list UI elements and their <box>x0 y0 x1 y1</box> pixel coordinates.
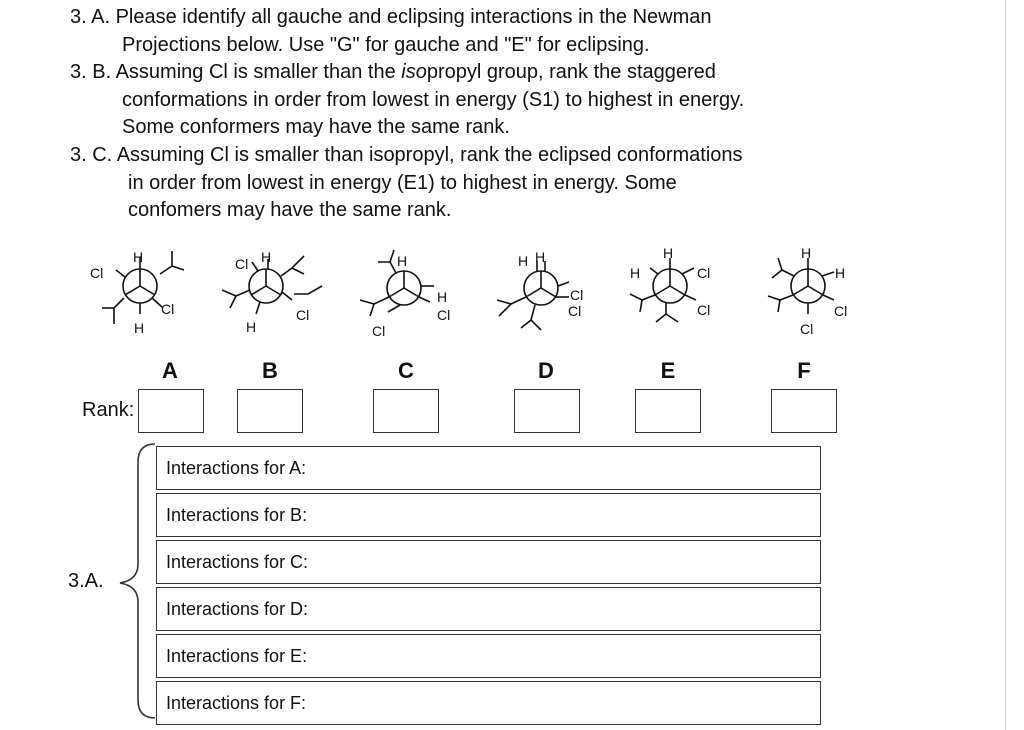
conformer-letter-d: D <box>538 358 554 383</box>
isopropyl-a-2 <box>172 266 184 270</box>
label-a-cl-left: Cl <box>90 265 104 281</box>
isopropyl-f-1 <box>772 270 794 278</box>
conformer-letter-a: A <box>162 358 178 383</box>
question-3b <box>70 59 744 142</box>
label-a-cl-right: Cl <box>161 301 175 317</box>
label-b-cl-right: Cl <box>296 307 310 323</box>
isopropyl-b-2 <box>292 268 304 274</box>
isopropyl-f-3 <box>768 295 793 300</box>
sub-f-cl-right <box>823 295 834 300</box>
label-f-cl-bottom: Cl <box>800 321 814 337</box>
isopropyl-a-3 <box>114 298 124 324</box>
label-f-cl-right: Cl <box>834 303 848 319</box>
isopropyl-d-4 <box>531 320 541 330</box>
interactions-row-c[interactable] <box>156 540 821 584</box>
interactions-row-a[interactable] <box>156 446 821 490</box>
rank-box-b[interactable] <box>237 389 303 433</box>
label-b-h-top: H <box>261 249 272 265</box>
isopropyl-e-2 <box>640 300 642 312</box>
interactions-row-d[interactable] <box>156 587 821 631</box>
page-edge-divider <box>1005 0 1006 730</box>
front-bond-f-2 <box>793 286 808 295</box>
question-3b-line-1-pre: 3. B. Assuming Cl is smaller than the <box>70 61 402 83</box>
isopropyl-e-4 <box>666 314 678 322</box>
label-e-h-left: H <box>630 265 641 281</box>
label-c-h-top: H <box>397 253 408 269</box>
front-sub-b-cl <box>282 292 292 300</box>
conformer-letter-e: E <box>660 358 676 383</box>
conformer-letter-c: C <box>398 358 414 383</box>
front-bond-e-2 <box>655 286 670 295</box>
rank-box-a[interactable] <box>138 389 204 433</box>
isopropyl-c-1 <box>378 262 396 273</box>
isopropyl-b-4 <box>230 296 236 308</box>
rank-box-e[interactable] <box>635 389 701 433</box>
sub-c-cl-bottom <box>388 305 400 312</box>
label-c-h-right: H <box>437 289 448 305</box>
interactions-label-f: Interactions for F: <box>166 693 307 713</box>
sub-e-cl-upper <box>682 268 694 274</box>
conformer-letter-b: B <box>262 358 278 383</box>
isopropyl-a-1 <box>160 251 172 274</box>
question-3b-line-2: conformations in order from lowest in energy (S1) to highest in energy. <box>122 88 745 111</box>
label-f-h-top: H <box>801 245 812 261</box>
front-bond-d-2 <box>526 288 541 297</box>
section-label-3a: 3.A. <box>68 570 104 592</box>
label-e-cl-upper: Cl <box>697 265 711 281</box>
conformer-letter-f: F <box>797 358 811 383</box>
isopropyl-f-2 <box>778 258 782 270</box>
interactions-label-b: Interactions for B: <box>166 505 308 525</box>
isopropyl-c-4 <box>370 304 374 316</box>
label-e-cl-lower: Cl <box>697 302 711 318</box>
interactions-row-f[interactable] <box>156 681 821 725</box>
newman-projection-f <box>768 258 834 314</box>
front-bond-a-3 <box>140 286 155 295</box>
label-d-h-top-1: H <box>518 253 529 269</box>
interactions-label-e: Interactions for E: <box>166 646 308 666</box>
question-3a <box>70 4 712 59</box>
back-sub-b-cl <box>252 262 258 271</box>
label-e-h-top: H <box>663 245 674 261</box>
front-bond-f-3 <box>808 286 823 295</box>
isopropyl-d-1 <box>497 297 526 304</box>
label-a-h-top: H <box>133 249 144 265</box>
label-f-h-right: H <box>835 265 846 281</box>
label-d-cl-right-2: Cl <box>568 303 582 319</box>
interactions-row-e[interactable] <box>156 634 821 678</box>
back-sub-b-h <box>256 302 260 314</box>
question-3c-line-2: in order from lowest in energy (E1) to highest in energy. Some <box>128 171 677 194</box>
isopropyl-b-5 <box>294 286 322 294</box>
label-d-cl-right-1: Cl <box>570 287 584 303</box>
rank-box-d[interactable] <box>514 389 580 433</box>
label-a-h-bottom: H <box>134 320 145 336</box>
isopropyl-c-3 <box>360 297 389 304</box>
interactions-row-b[interactable] <box>156 493 821 537</box>
rank-label: Rank: <box>82 399 135 421</box>
isopropyl-d-2 <box>499 304 511 316</box>
isopropyl-b-3 <box>222 290 250 296</box>
front-sub-a-cl <box>116 270 125 277</box>
question-3c <box>70 142 743 225</box>
sub-e-cl-lower <box>685 295 696 300</box>
front-bond-a-2 <box>125 286 140 295</box>
curly-brace <box>110 440 160 725</box>
sub-c-cl-right <box>419 297 430 302</box>
interactions-label-a: Interactions for A: <box>166 458 307 478</box>
newman-projection-d <box>497 261 569 330</box>
isopropyl-e-3 <box>656 303 666 322</box>
question-3c-line-3: confomers may have the same rank. <box>128 199 452 221</box>
question-3b-line-1 <box>70 59 744 87</box>
isopropyl-f-4 <box>778 300 780 312</box>
label-c-cl-bottom: Cl <box>372 323 386 339</box>
sub-d-cl-right-1 <box>558 282 569 286</box>
label-b-cl-top: Cl <box>235 256 249 272</box>
isopropyl-c-2 <box>390 250 394 262</box>
label-d-h-top-2: H <box>535 249 546 265</box>
sub-e-h-left <box>650 268 658 274</box>
interactions-label-c: Interactions for C: <box>166 552 309 572</box>
newman-projections <box>0 236 1000 356</box>
question-3a-line-2: Projections below. Use "G" for gauche and "E" for eclipsing. <box>122 33 650 56</box>
isopropyl-d-3 <box>521 305 535 328</box>
question-3b-line-1-post: propyl group, rank the staggered <box>426 61 716 83</box>
front-bond-d-3 <box>541 288 556 297</box>
isopropyl-e-1 <box>630 294 655 300</box>
question-3a-line-1: 3. A. Please identify all gauche and eclipsing interactions in the Newman <box>70 6 712 28</box>
rank-box-c[interactable] <box>373 389 439 433</box>
front-bond-b-3 <box>266 286 281 295</box>
label-c-cl-right: Cl <box>437 307 451 323</box>
question-3b-line-3: Some conformers may have the same rank. <box>122 116 510 138</box>
front-bond-c-2 <box>389 288 404 297</box>
rank-box-f[interactable] <box>771 389 837 433</box>
label-b-h-bottom: H <box>246 319 257 335</box>
sub-f-h-right <box>822 272 834 276</box>
question-3c-line-1: 3. C. Assuming Cl is smaller than isopropyl, rank the eclipsed conformations <box>70 144 743 166</box>
front-bond-c-3 <box>404 288 419 297</box>
question-3b-iso-emphasis: iso <box>401 61 427 83</box>
front-bond-b-2 <box>251 286 266 295</box>
front-bond-e-3 <box>670 286 685 295</box>
interactions-label-d: Interactions for D: <box>166 599 309 619</box>
